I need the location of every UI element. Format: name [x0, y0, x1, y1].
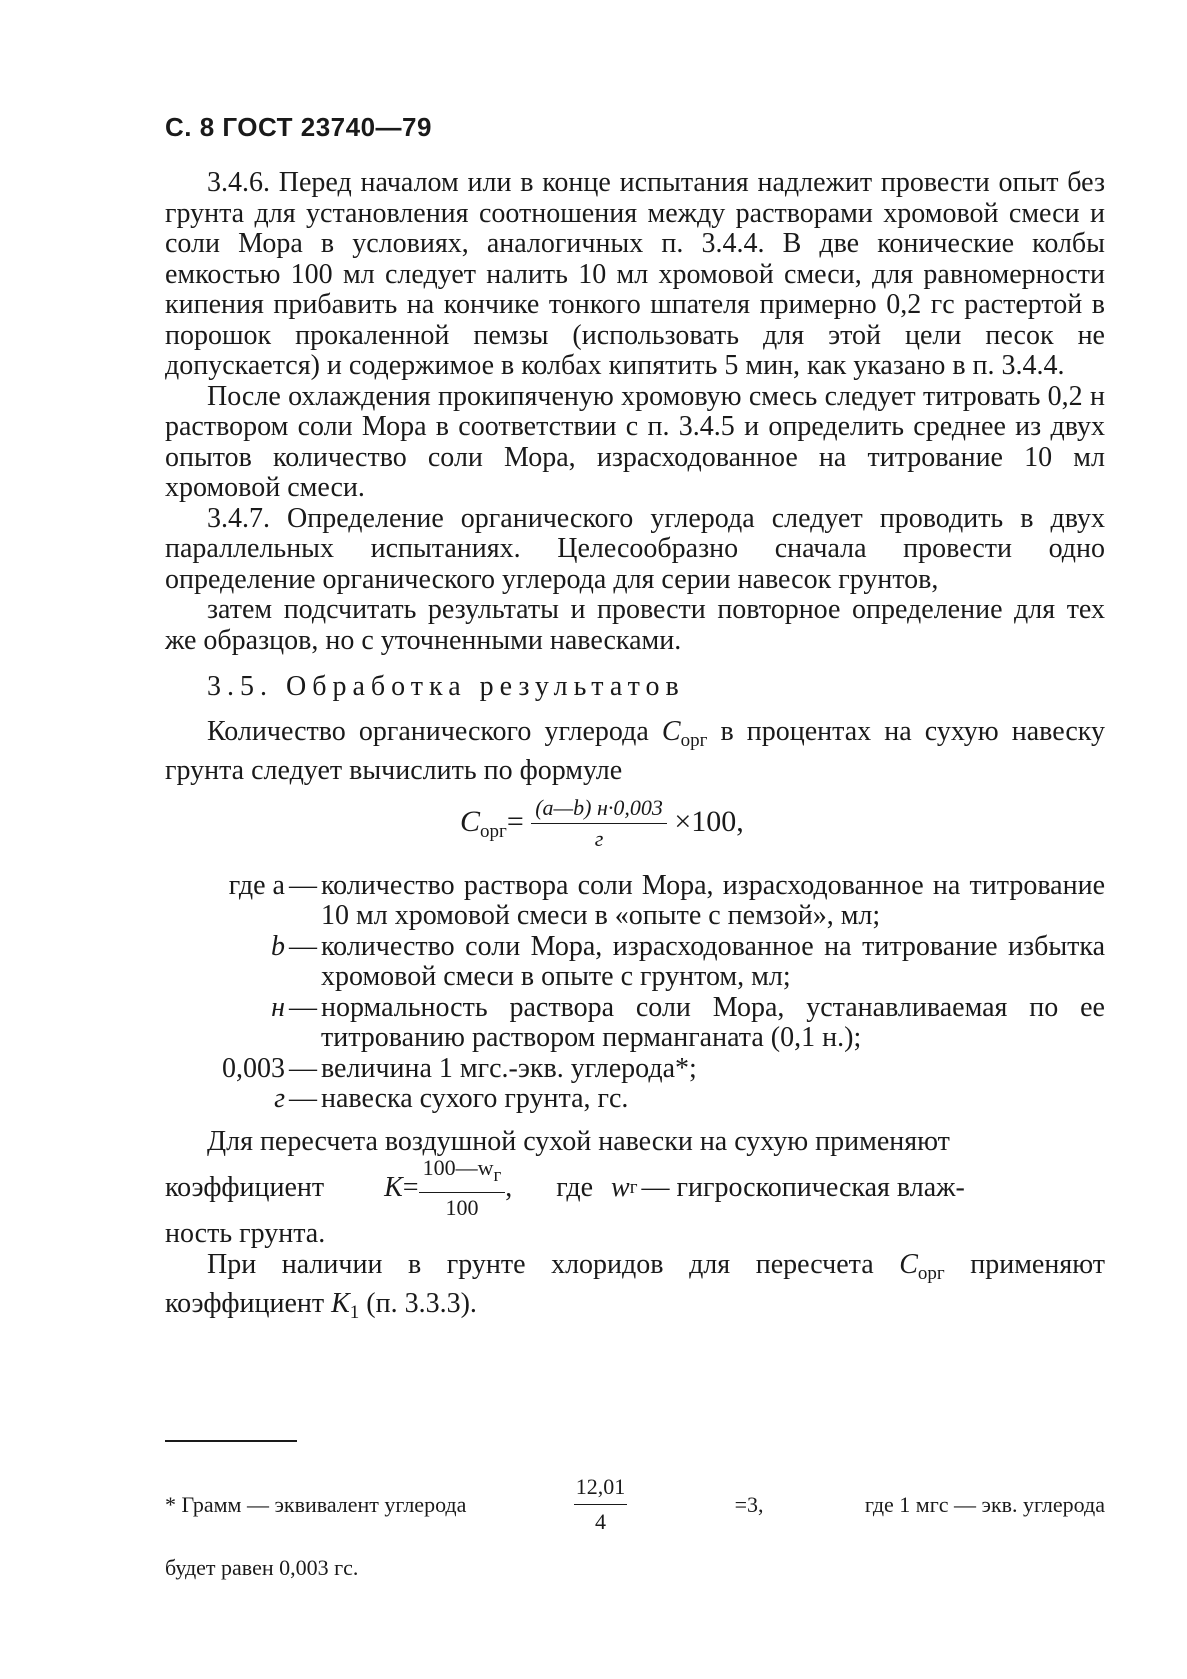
paragraph-3-4-7: 3.4.7. Определение органического углерода следует проводить в двух параллельных испытаниях. Целесообразно сначала провести одно определение органического углерода для серии навесок грунтов, [165, 502, 1105, 595]
paragraph-carbon-amount: Количество органического углерода $C_{орг}$ в процентах на сухую навеску грунта следует вычислить по формуле [165, 715, 1105, 786]
definition-0-003: 0,003 — величина 1 мгс.-экв. углерода*; [222, 1052, 697, 1084]
footnote-fraction: $\frac{12,01}{4}$ [574, 1470, 628, 1539]
page-header: С. 8 ГОСТ 23740—79 [165, 112, 432, 142]
footnote-line-2: будет равен 0,003 гс. [165, 1555, 359, 1580]
definition-b: b — количество соли Мора, израсходованное на титрование избытка хромовой смеси в опыте с грунтом, мл; [271, 930, 1105, 992]
carbon-formula: $C_{орг}=$ $\frac{(a—b) н\cdot 0,003}{г}$ ×100, [165, 787, 1105, 871]
paragraph-soil-moisture: ность грунта. [165, 1218, 326, 1249]
coefficient-k-line: коэффициент K = $\frac{100—wг}{100}$ , где w г — гигроскопическая влаж- [165, 1157, 1105, 1219]
k-fraction: $\frac{100—wг}{100}$ [419, 1153, 506, 1223]
formula-numerator: (a—b) н·0,003 [531, 793, 667, 825]
footnote-divider [165, 1440, 297, 1442]
paragraph-then-count: затем подсчитать результаты и провести повторное определение для тех же образцов, но с уточненными навесками. [165, 594, 1105, 656]
variable-definitions [165, 871, 1105, 1115]
definition-n: н — нормальность раствора соли Мора, устанавливаемая по ее титрованию раствором перманганата (0,1 н.); [271, 991, 1105, 1053]
main-text [165, 168, 1105, 1329]
paragraph-chlorides: При наличии в грунте хлоридов для пересчета $C_{орг}$ применяют коэффициент $K_1$ (п. 3.3.3). [165, 1248, 1106, 1323]
paragraph-recalculation: Для пересчета воздушной сухой навески на сухую применяют [207, 1125, 950, 1157]
definition-g: г — навеска сухого грунта, гс. [274, 1083, 629, 1114]
footnote [165, 1470, 1105, 1585]
footnote-line-1: * Грамм — эквивалент углерода $\frac{12,01}{4}$ =3, где 1 мгс — экв. углерода [165, 1470, 1105, 1539]
paragraph-3-4-6: 3.4.6. Перед началом или в конце испытания надлежит провести опыт без грунта для установления соотношения между растворами хромовой смеси и соли Мора в условиях, аналогичных п. 3.4.4. В две конические колбы емкостью 100 мл следует налить 10 мл хромовой смеси, для равномерности кипения прибавить на кончике тонкого шпателя примерно 0,2 гс растертой в порошок прокаленной пемзы (использовать для этой цели песок не допускается) и содержимое в колбах кипятить 5 мин, как указано в п. 3.4.4. [165, 167, 1105, 381]
paragraph-after-cooling: После охлаждения прокипяченую хромовую смесь следует титровать 0,2 н раствором соли Мора в соответствии с п. 3.4.5 и определить среднее из двух опытов количество соли Мора, израсходованное на титрование 10 мл хромовой смеси. [165, 380, 1105, 503]
formula-denominator: г [594, 826, 604, 851]
definition-a: где a — количество раствора соли Мора, израсходованное на титрование 10 мл хромовой смеси в «опыте с пемзой», мл; [228, 869, 1105, 931]
formula-fraction [531, 793, 667, 855]
section-title-3-5: 3.5. Обработка результатов [207, 671, 685, 702]
